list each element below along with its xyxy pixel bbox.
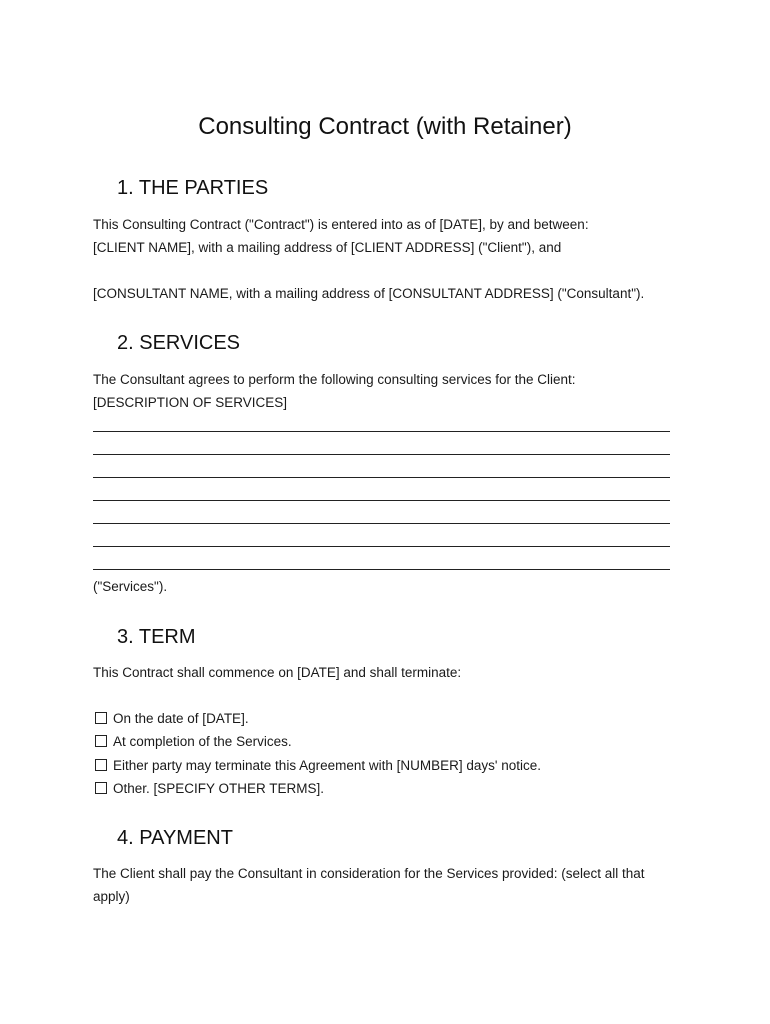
term-option-label: Other. [SPECIFY OTHER TERMS]. <box>113 781 325 796</box>
term-option[interactable] <box>93 754 541 777</box>
services-blank-line[interactable] <box>93 477 670 478</box>
term-option[interactable] <box>93 730 292 753</box>
services-closing: ("Services"). <box>93 579 168 594</box>
section-heading-payment: 4. PAYMENT <box>117 827 233 849</box>
section-heading-term: 3. TERM <box>117 626 196 648</box>
checkbox-icon[interactable] <box>95 759 107 771</box>
services-line-2: [DESCRIPTION OF SERVICES] <box>93 395 288 410</box>
services-line-1: The Consultant agrees to perform the following consulting services for the Client: <box>93 372 576 387</box>
document-title: Consulting Contract (with Retainer) <box>198 113 572 140</box>
parties-line-1: This Consulting Contract ("Contract") is entered into as of [DATE], by and between: <box>93 217 589 232</box>
parties-line-2: [CLIENT NAME], with a mailing address of [CLIENT ADDRESS] ("Client"), and <box>93 240 562 255</box>
term-option[interactable] <box>93 707 249 730</box>
term-option-label: Either party may terminate this Agreement with [NUMBER] days' notice. <box>113 758 541 773</box>
checkbox-icon[interactable] <box>95 782 107 794</box>
section-heading-parties: 1. THE PARTIES <box>117 177 269 199</box>
services-blank-line[interactable] <box>93 523 670 524</box>
term-option-label: At completion of the Services. <box>113 734 292 749</box>
payment-intro: The Client shall pay the Consultant in consideration for the Services provided: (select all that apply) <box>93 866 645 904</box>
term-option-label: On the date of [DATE]. <box>113 711 249 726</box>
checkbox-icon[interactable] <box>95 735 107 747</box>
term-option[interactable] <box>93 777 324 800</box>
section-heading-services: 2. SERVICES <box>117 332 241 354</box>
checkbox-icon[interactable] <box>95 712 107 724</box>
services-blank-line[interactable] <box>93 431 670 432</box>
term-intro: This Contract shall commence on [DATE] and shall terminate: <box>93 665 462 680</box>
services-blank-line[interactable] <box>93 546 670 547</box>
parties-line-3: [CONSULTANT NAME, with a mailing address of [CONSULTANT ADDRESS] ("Consultant"). <box>93 286 645 301</box>
services-blank-line[interactable] <box>93 569 670 570</box>
services-blank-line[interactable] <box>93 500 670 501</box>
services-blank-line[interactable] <box>93 454 670 455</box>
